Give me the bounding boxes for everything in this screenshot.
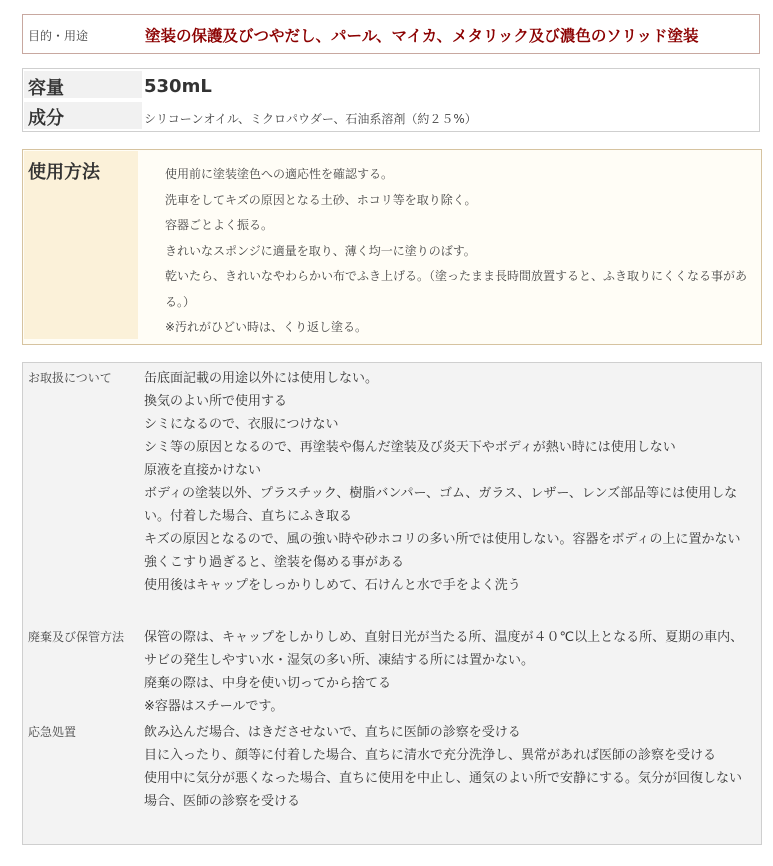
first-aid-items (144, 721, 754, 813)
list-item: シミ等の原因となるので、再塗装や傷んだ塗装及び炎天下やボディが熱い時には使用しない (144, 440, 676, 455)
usage-step: 乾いたら、きれいなやわらかい布でふき上げる。（塗ったまま長時間放置すると、ふき取りにくくなる事がある。） (165, 269, 748, 309)
list-item: 使用中に気分が悪くなった場合、直ちに使用を中止し、通気のよい所で安静にする。気分が回復しない場合、医師の診察を受ける (144, 771, 743, 809)
disposal-items (144, 626, 754, 718)
list-item: 缶底面記載の用途以外には使用しない。 (144, 371, 379, 386)
usage-box (22, 149, 762, 345)
usage-label: 使用方法 (28, 162, 100, 183)
first-aid-section-label: 応急処置 (28, 725, 77, 739)
list-item: 廃棄の際は、中身を使い切ってから捨てる (144, 676, 392, 691)
usage-step: 容器ごとよく振る。 (165, 218, 274, 232)
purpose-box (22, 14, 760, 54)
list-item: 使用後はキャップをしっかりしめて、石けんと水で手をよく洗う (144, 578, 521, 593)
list-item: シミになるので、衣服につけない (144, 417, 339, 432)
list-item: 保管の際は、キャップをしかりしめ、直射日光が当たる所、温度が４０℃以上となる所、夏期の車内、サビの発生しやすい水・湿気の多い所、凍結する所には置かない。 (144, 630, 744, 668)
purpose-label: 目的・用途 (28, 29, 89, 43)
handling-box (22, 362, 762, 845)
list-item: 原液を直接かけない (144, 463, 262, 478)
list-item: 換気のよい所で使用する (144, 394, 288, 409)
usage-step: きれいなスポンジに適量を取り、薄く均一に塗りのばす。 (165, 243, 476, 258)
list-item: 飲み込んだ場合、はきださせないで、直ちに医師の診察を受ける (144, 725, 521, 740)
spec-box (22, 68, 760, 132)
list-item: ※容器はスチールです。 (144, 699, 284, 714)
handling-items (144, 367, 754, 597)
ingredients-label: 成分 (28, 108, 64, 129)
volume-label: 容量 (28, 78, 64, 99)
usage-step: 使用前に塗装塗色への適応性を確認する。 (165, 167, 394, 181)
list-item: 目に入ったり、顔等に付着した場合、直ちに清水で充分洗浄し、異常があれば医師の診察を受ける (144, 748, 717, 763)
purpose-value: 塗装の保護及びつやだし、パール、マイカ、メタリック及び濃色のソリッド塗装 (145, 27, 699, 45)
list-item: キズの原因となるので、風の強い時や砂ホコリの多い所では使用しない。容器をボディの上に置かない (144, 532, 741, 547)
usage-steps (165, 162, 753, 341)
disposal-section-label: 廃棄及び保管方法 (28, 630, 125, 644)
list-item: 強くこすり過ぎると、塗装を傷める事がある (144, 555, 405, 570)
usage-step: 洗車をしてキズの原因となる土砂、ホコリ等を取り除く。 (165, 192, 477, 207)
handling-section-label: お取扱について (28, 371, 112, 385)
usage-step: ※汚れがひどい時は、くり返し塗る。 (165, 320, 368, 334)
list-item: ボディの塗装以外、プラスチック、樹脂バンパー、ゴム、ガラス、レザー、レンズ部品等には使用しない。付着した場合、直ちにふき取る (144, 486, 738, 524)
ingredients-value: シリコーンオイル、ミクロパウダー、石油系溶剤（約２５%） (144, 112, 477, 126)
volume-value: 530mL (144, 76, 212, 97)
